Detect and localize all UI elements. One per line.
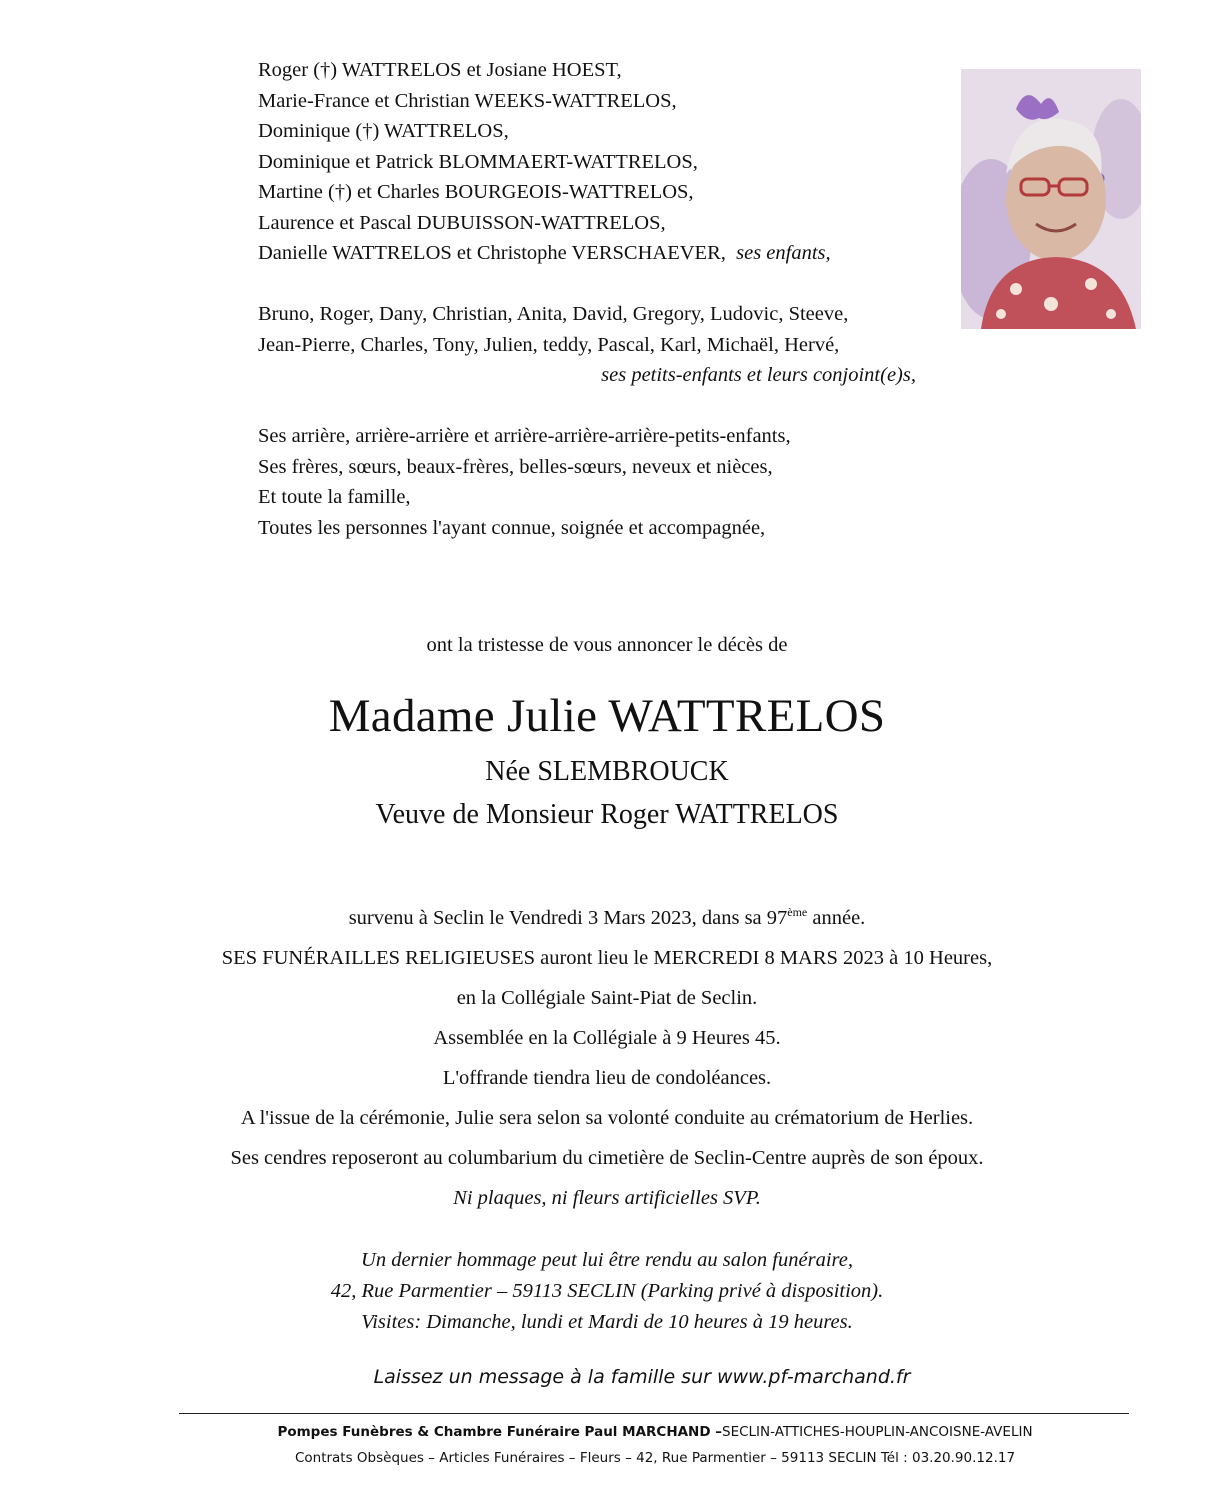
- grandchildren-line: Bruno, Roger, Dany, Christian, Anita, David, Gregory, Ludovic, Steeve,: [258, 303, 849, 325]
- child-line: Dominique (†) WATTRELOS,: [258, 120, 509, 142]
- child-line: Marie-France et Christian WEEKS-WATTRELOS,: [258, 89, 677, 112]
- funeral-salon-info: [0, 1245, 1214, 1338]
- child-line: Dominique et Patrick BLOMMAERT-WATTRELOS,: [258, 150, 698, 173]
- death-date-line: [0, 898, 1214, 938]
- announcement-intro: ont la tristesse de vous annoncer le décès de: [426, 634, 788, 656]
- maiden-name: Née SLEMBROUCK: [485, 756, 729, 787]
- footer-company: [0, 1424, 1214, 1440]
- footer-divider: [179, 1413, 1129, 1414]
- company-towns: SECLIN-ATTICHES-HOUPLIN-ANCOISNE-AVELIN: [722, 1424, 1033, 1440]
- salon-line: Un dernier hommage peut lui être rendu au salon funéraire,: [361, 1249, 853, 1271]
- relatives-line: Ses arrière, arrière-arrière et arrière-arrière-arrière-petits-enfants,: [258, 425, 791, 447]
- child-line: Roger (†) WATTRELOS et Josiane HOEST,: [258, 59, 622, 81]
- death-date-end: année.: [807, 907, 866, 929]
- funeral-line: SES FUNÉRAILLES RELIGIEUSES auront lieu le MERCREDI 8 MARS 2023 à 10 Heures,: [221, 947, 993, 969]
- grandchildren-line: Jean-Pierre, Charles, Tony, Julien, teddy, Pascal, Karl, Michaël, Hervé,: [258, 333, 840, 356]
- funeral-line: A l'issue de la cérémonie, Julie sera selon sa volonté conduite au crématorium de Herlies.: [240, 1107, 974, 1129]
- salon-line: Visites: Dimanche, lundi et Mardi de 10 heures à 19 heures.: [361, 1311, 853, 1333]
- spacer: [258, 391, 948, 422]
- relatives-line: Toutes les personnes l'ayant connue, soignée et accompagnée,: [258, 516, 766, 539]
- funeral-line: en la Collégiale Saint-Piat de Seclin.: [456, 987, 758, 1009]
- child-line-last: [258, 238, 948, 269]
- grandchildren-label: ses petits-enfants et leurs conjoint(e)s,: [601, 364, 916, 386]
- company-name: Pompes Funèbres & Chambre Funéraire Paul MARCHAND –: [277, 1424, 723, 1440]
- child-line: Danielle WATTRELOS et Christophe VERSCHAEVER,: [258, 242, 726, 264]
- no-flowers-note: Ni plaques, ni fleurs artificielles SVP.: [453, 1187, 761, 1209]
- funeral-line: Ses cendres reposeront au columbarium du cimetière de Seclin-Centre auprès de son époux.: [230, 1147, 984, 1169]
- deceased-name: Madame Julie WATTRELOS: [328, 690, 886, 742]
- death-date-text: survenu à Seclin le Vendredi 3 Mars 2023, dans sa 97: [348, 907, 788, 929]
- funeral-line: L'offrande tiendra lieu de condoléances.: [442, 1067, 772, 1089]
- footer-services: Contrats Obsèques – Articles Funéraires – Fleurs – 42, Rue Parmentier – 59113 SECLIN Tél : 03.20.90.12.17: [294, 1450, 1016, 1466]
- widow-of: Veuve de Monsieur Roger WATTRELOS: [375, 799, 839, 830]
- ordinal-suffix: ème: [787, 905, 808, 919]
- funeral-line: Assemblée en la Collégiale à 9 Heures 45.: [433, 1027, 781, 1049]
- family-list: [258, 55, 948, 543]
- portrait-photo: [961, 69, 1141, 329]
- relatives-line: Et toute la famille,: [258, 486, 411, 508]
- salon-line: 42, Rue Parmentier – 59113 SECLIN (Parking privé à disposition).: [330, 1280, 884, 1302]
- child-line: Martine (†) et Charles BOURGEOIS-WATTRELOS,: [258, 181, 694, 203]
- relatives-line: Ses frères, sœurs, beaux-frères, belles-sœurs, neveux et nièces,: [258, 455, 773, 478]
- funeral-details: [0, 898, 1214, 1218]
- children-label: ses enfants,: [736, 242, 831, 264]
- spacer: [258, 269, 948, 300]
- child-line: Laurence et Pascal DUBUISSON-WATTRELOS,: [258, 211, 666, 234]
- condolence-message-link[interactable]: Laissez un message à la famille sur www.pf-marchand.fr: [373, 1366, 911, 1388]
